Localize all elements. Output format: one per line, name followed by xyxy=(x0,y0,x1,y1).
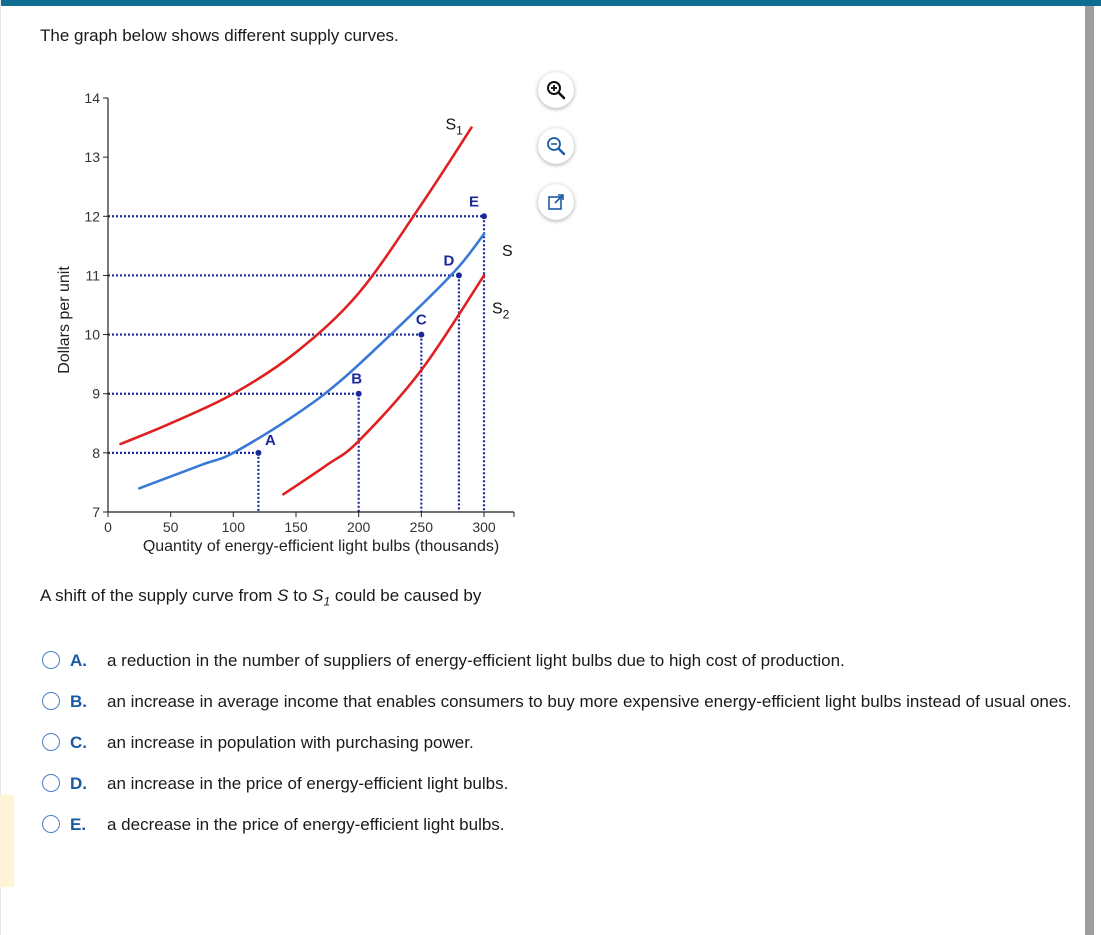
popout-button[interactable] xyxy=(538,184,574,220)
y-tick-label: 8 xyxy=(92,444,100,461)
curve-label-main: S xyxy=(492,300,503,318)
question-from-curve: S xyxy=(277,586,289,605)
question-to-sub: 1 xyxy=(323,594,331,609)
zoom-out-icon xyxy=(546,136,566,156)
choice-c-text: an increase in population with purchasing power. xyxy=(107,733,474,752)
curve-label-sub: 2 xyxy=(502,307,510,322)
point-label-d: D xyxy=(443,252,455,270)
answer-choices xyxy=(40,650,1080,855)
y-tick-label: 14 xyxy=(84,90,100,106)
choice-d[interactable] xyxy=(40,773,1080,795)
choice-a-text: a reduction in the number of suppliers of energy-efficient light bulbs due to high cost of production. xyxy=(107,651,845,670)
y-tick-label: 7 xyxy=(92,504,100,520)
radio-a[interactable] xyxy=(42,651,60,669)
choice-e-text: a decrease in the price of energy-efficient light bulbs. xyxy=(107,815,505,834)
curve-s2 xyxy=(283,275,484,494)
radio-b[interactable] xyxy=(42,692,60,710)
x-axis-label: Quantity of energy-efficient light bulbs (thousands) xyxy=(142,538,500,555)
top-accent-bar xyxy=(0,0,1101,6)
point-label-a: A xyxy=(264,431,276,449)
choice-b-text: an increase in average income that enables consumers to buy more expensive energy-efficient light bulbs instead of usual ones. xyxy=(107,692,1072,711)
left-highlight-tab xyxy=(0,795,14,887)
point-label-e: E xyxy=(468,193,480,211)
zoom-out-button[interactable] xyxy=(538,128,574,164)
x-tick-label: 300 xyxy=(472,519,496,535)
question-to-curve: S xyxy=(312,586,324,605)
y-tick-label: 11 xyxy=(85,267,100,284)
y-tick-label: 9 xyxy=(92,385,100,402)
choice-c-letter: C. xyxy=(70,733,87,752)
point-b xyxy=(356,391,362,397)
question-after: could be caused by xyxy=(330,586,482,605)
choice-b-letter: B. xyxy=(70,692,87,711)
intro-text: The graph below shows different supply curves. xyxy=(40,26,399,45)
point-label-c: C xyxy=(415,311,427,329)
question-middle: to xyxy=(288,586,313,605)
point-d xyxy=(456,272,462,278)
point-label-b: B xyxy=(351,370,363,388)
choice-c[interactable] xyxy=(40,732,1080,754)
x-tick-label: 100 xyxy=(221,519,246,535)
scrollbar-thumb[interactable] xyxy=(1085,6,1094,935)
curve-label-s xyxy=(502,243,513,260)
x-tick-label: 0 xyxy=(104,519,112,535)
x-tick-label: 250 xyxy=(409,519,434,535)
question-before: A shift of the supply curve from xyxy=(40,586,278,605)
radio-d[interactable] xyxy=(42,774,60,792)
graph-tools xyxy=(538,72,578,240)
point-c xyxy=(418,332,424,338)
curve-label-s1 xyxy=(445,117,463,138)
point-a xyxy=(255,450,261,456)
y-axis-label: Dollars per unit xyxy=(56,266,73,374)
x-tick-label: 50 xyxy=(162,519,179,535)
question-text xyxy=(40,586,481,608)
y-tick-label: 12 xyxy=(84,208,100,225)
x-tick-label: 150 xyxy=(284,519,308,535)
curve-s1 xyxy=(121,128,472,444)
choice-d-letter: D. xyxy=(70,774,87,793)
point-e xyxy=(481,213,487,219)
external-link-icon xyxy=(546,192,566,212)
curve-label-main: S xyxy=(502,243,513,261)
x-tick-label: 200 xyxy=(346,519,371,535)
zoom-in-button[interactable] xyxy=(538,72,574,108)
curve-s xyxy=(139,234,484,488)
choice-e[interactable] xyxy=(40,814,1080,836)
supply-curves-chart xyxy=(40,70,540,570)
choice-a-letter: A. xyxy=(70,651,87,670)
radio-e[interactable] xyxy=(42,815,60,833)
choice-d-text: an increase in the price of energy-efficient light bulbs. xyxy=(107,774,509,793)
choice-e-letter: E. xyxy=(70,815,87,834)
curve-label-sub: 1 xyxy=(456,123,463,138)
curve-label-main: S xyxy=(445,116,457,134)
radio-c[interactable] xyxy=(42,733,60,751)
choice-b[interactable] xyxy=(40,691,1080,713)
y-tick-label: 10 xyxy=(84,326,100,343)
curve-label-s2 xyxy=(492,300,510,321)
scrollbar[interactable] xyxy=(1083,6,1101,935)
zoom-in-icon xyxy=(546,80,566,100)
choice-a[interactable] xyxy=(40,650,1080,672)
y-tick-label: 13 xyxy=(84,149,100,166)
